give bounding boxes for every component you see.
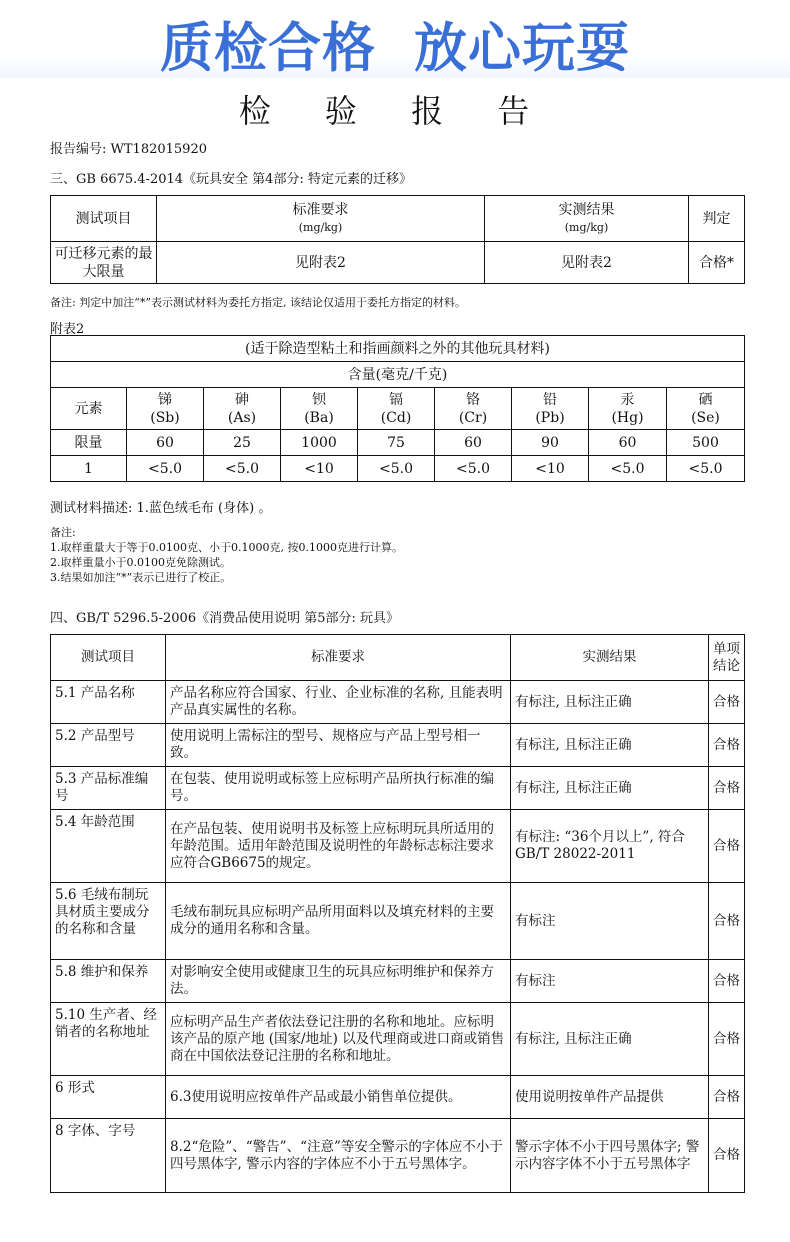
- section3-title: 三、GB 6675.4-2014《玩具安全 第4部分: 特定元素的迁移》: [50, 172, 412, 187]
- result-cell: <5.0: [127, 456, 204, 482]
- row-conclusion: 合格: [709, 681, 745, 724]
- limit-label: 限量: [51, 430, 127, 456]
- row-result: 有标注, 且标注正确: [511, 681, 709, 724]
- table-row: [51, 724, 745, 767]
- table-row: [51, 767, 745, 810]
- result-cell: <5.0: [204, 456, 281, 482]
- section3-table: [50, 195, 745, 284]
- row-item: 5.3 产品标准编号: [51, 767, 166, 810]
- material-description: 测试材料描述: 1.蓝色绒毛布 (身体) 。: [50, 501, 272, 516]
- section4-title: 四、GB/T 5296.5-2006《消费品使用说明 第5部分: 玩具》: [50, 611, 400, 626]
- header-standard-req: 标准要求: [166, 635, 511, 681]
- section4-table: [50, 634, 745, 1193]
- banner-title-right: 放心玩耍: [414, 18, 630, 79]
- row-result: 见附表2: [485, 242, 689, 284]
- header-standard-req: 标准要求 (mg/kg): [157, 196, 485, 242]
- row-req: 在产品包装、使用说明书及标签上应标明玩具所适用的年龄范围。适用年龄范围及说明性的年龄标志标注要求应符合GB6675的规定。: [166, 810, 511, 883]
- result-cell: <10: [512, 456, 589, 482]
- header-test-item: 测试项目: [51, 196, 157, 242]
- element-cell: 镉 (Cd): [358, 388, 435, 430]
- row-req: 使用说明上需标注的型号、规格应与产品上型号相一致。: [166, 724, 511, 767]
- row-conclusion: 合格: [709, 724, 745, 767]
- appendix-table: [50, 335, 745, 482]
- limit-cell: 60: [589, 430, 667, 456]
- result-cell: <5.0: [589, 456, 667, 482]
- element-cell: 锑 (Sb): [127, 388, 204, 430]
- row-item: 5.1 产品名称: [51, 681, 166, 724]
- result-cell: <10: [281, 456, 358, 482]
- limit-cell: 500: [667, 430, 745, 456]
- row-req: 对影响安全使用或健康卫生的玩具应标明维护和保养方法。: [166, 960, 511, 1003]
- element-cell: 硒 (Se): [667, 388, 745, 430]
- row-req: 8.2“危险”、“警告”、“注意”等安全警示的字体应不小于四号黑体字, 警示内容的字体应不小于五号黑体字。: [166, 1119, 511, 1193]
- row-item: 5.10 生产者、经销者的名称地址: [51, 1003, 166, 1076]
- row-req: 在包装、使用说明或标签上应标明产品所执行标准的编号。: [166, 767, 511, 810]
- header-test-item: 测试项目: [51, 635, 166, 681]
- element-cell: 砷 (As): [204, 388, 281, 430]
- result-cell: <5.0: [358, 456, 435, 482]
- table-row: [51, 1003, 745, 1076]
- section3-note: 备注: 判定中加注“*”表示测试材料为委托方指定, 该结论仅适用于委托方指定的材料。: [50, 296, 466, 309]
- element-cell: 铬 (Cr): [435, 388, 512, 430]
- row-result: 有标注, 且标注正确: [511, 724, 709, 767]
- row-item: 6 形式: [51, 1076, 166, 1119]
- row-result: 有标注, 且标注正确: [511, 1003, 709, 1076]
- banner-title-left: 质检合格: [160, 18, 376, 79]
- row-item: 5.2 产品型号: [51, 724, 166, 767]
- row-result: 有标注: [511, 883, 709, 960]
- limit-cell: 60: [127, 430, 204, 456]
- row-judge: 合格*: [689, 242, 745, 284]
- report-title: 检 验 报 告: [238, 92, 552, 130]
- banner: [0, 0, 790, 78]
- row-conclusion: 合格: [709, 767, 745, 810]
- table-row: [51, 1119, 745, 1193]
- row-item: 8 字体、字号: [51, 1119, 166, 1193]
- row-req: 应标明产品生产者依法登记注册的名称和地址。应标明该产品的原产地 (国家/地址) 以及代理商或进口商或销售商在中国依法登记注册的名称和地址。: [166, 1003, 511, 1076]
- limit-cell: 1000: [281, 430, 358, 456]
- header-judgement: 判定: [689, 196, 745, 242]
- element-cell: 钡 (Ba): [281, 388, 358, 430]
- header-measured-result: 实测结果: [511, 635, 709, 681]
- row-result: 警示字体不小于四号黑体字; 警示内容字体不小于五号黑体字: [511, 1119, 709, 1193]
- table-row: [51, 883, 745, 960]
- remark-line: 2.取样重量小于0.0100克免除测试。: [50, 556, 231, 569]
- table-row: [51, 681, 745, 724]
- row-item: 5.4 年龄范围: [51, 810, 166, 883]
- table-row: [51, 960, 745, 1003]
- remarks-title: 备注:: [50, 526, 76, 539]
- header-conclusion: 单项结论: [709, 635, 745, 681]
- element-cell: 铅 (Pb): [512, 388, 589, 430]
- appendix-content-header: 含量(毫克/千克): [51, 362, 745, 388]
- table-row: [51, 1076, 745, 1119]
- appendix-caption: (适于除造型粘土和指画颜料之外的其他玩具材料): [51, 336, 745, 362]
- element-label: 元素: [51, 388, 127, 430]
- result-cell: <5.0: [435, 456, 512, 482]
- row-result: 使用说明按单件产品提供: [511, 1076, 709, 1119]
- table-row: [51, 810, 745, 883]
- result-cell: <5.0: [667, 456, 745, 482]
- header-measured-result: 实测结果 (mg/kg): [485, 196, 689, 242]
- row-req: 毛绒布制玩具应标明产品所用面料以及填充材料的主要成分的通用名称和含量。: [166, 883, 511, 960]
- row-item: 可迁移元素的最大限量: [51, 242, 157, 284]
- limit-cell: 75: [358, 430, 435, 456]
- appendix-label: 附表2: [50, 322, 85, 337]
- row-item: 5.6 毛绒布制玩具材质主要成分的名称和含量: [51, 883, 166, 960]
- limit-cell: 60: [435, 430, 512, 456]
- row-req: 见附表2: [157, 242, 485, 284]
- limit-cell: 25: [204, 430, 281, 456]
- row-req: 产品名称应符合国家、行业、企业标准的名称, 且能表明产品真实属性的名称。: [166, 681, 511, 724]
- row-result: 有标注, 且标注正确: [511, 767, 709, 810]
- row-conclusion: 合格: [709, 883, 745, 960]
- remark-line: 3.结果如加注“*”表示已进行了校正。: [50, 571, 232, 584]
- row-item: 5.8 维护和保养: [51, 960, 166, 1003]
- report-number: 报告编号: WT182015920: [50, 142, 207, 157]
- row-conclusion: 合格: [709, 1003, 745, 1076]
- banner-title: [0, 6, 790, 82]
- row-result: 有标注: [511, 960, 709, 1003]
- element-cell: 汞 (Hg): [589, 388, 667, 430]
- row-conclusion: 合格: [709, 1076, 745, 1119]
- row-result: 有标注: “36个月以上”, 符合GB/T 28022-2011: [511, 810, 709, 883]
- row-req: 6.3使用说明应按单件产品或最小销售单位提供。: [166, 1076, 511, 1119]
- row-conclusion: 合格: [709, 810, 745, 883]
- remark-line: 1.取样重量大于等于0.0100克、小于0.1000克, 按0.1000克进行计算。: [50, 541, 403, 554]
- limit-cell: 90: [512, 430, 589, 456]
- sample-label: 1: [51, 456, 127, 482]
- row-conclusion: 合格: [709, 1119, 745, 1193]
- row-conclusion: 合格: [709, 960, 745, 1003]
